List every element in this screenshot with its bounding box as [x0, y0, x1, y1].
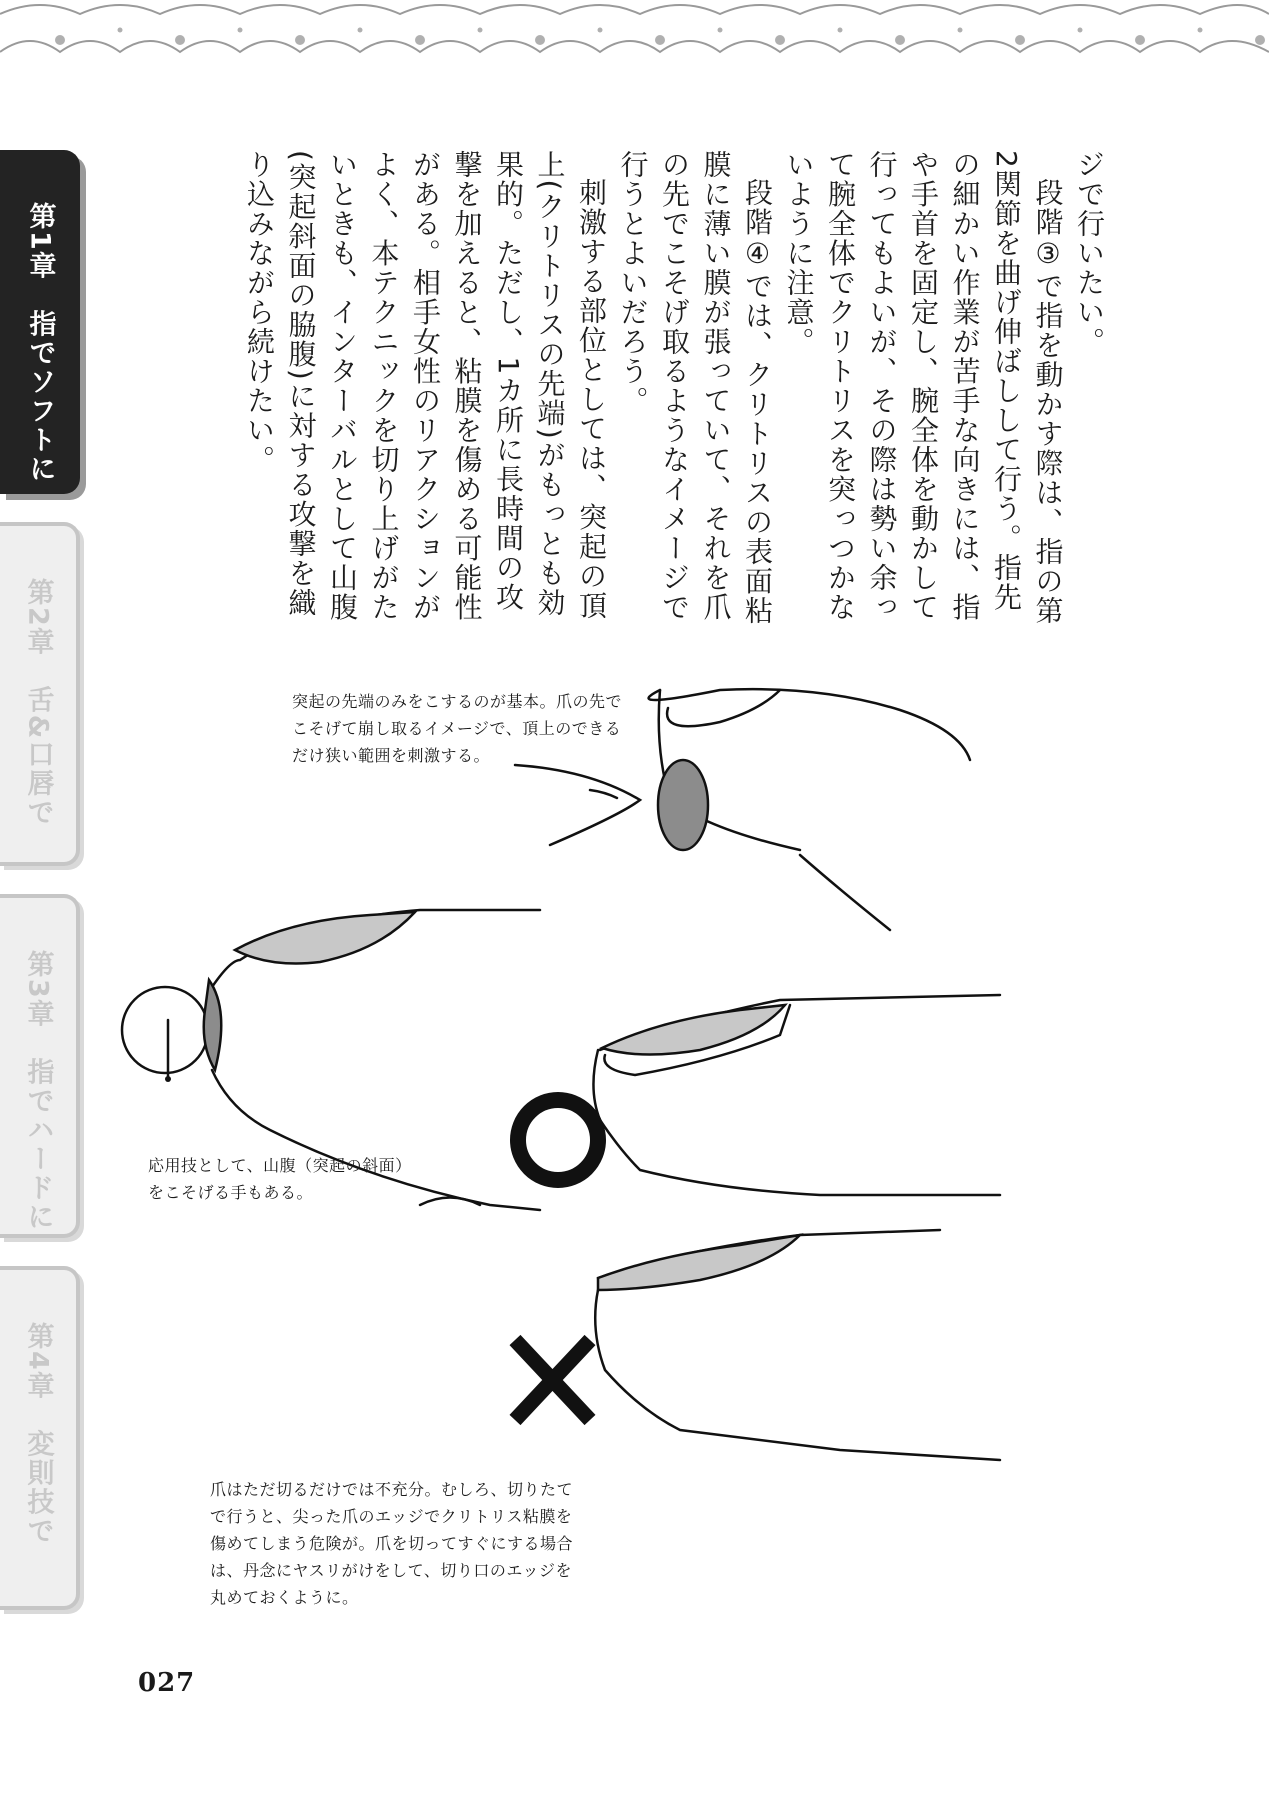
circle-ok-icon	[518, 1100, 598, 1180]
chapter-tab-label: 第1章 指でソフトに	[24, 202, 56, 484]
caption-top: 突起の先端のみをこするのが基本。爪の先でこそげて崩し取るイメージで、頂上のできるだけ狭い範囲を刺激する。	[292, 692, 623, 765]
body-paragraph: ジで行いたい。	[1073, 150, 1106, 357]
body-paragraph: 段階④では、クリトリスの表面粘膜に薄い膜が張っていて、それを爪の先でこそげ取るようなイメージで行うとよいだろう。	[616, 150, 774, 626]
body-text	[243, 150, 1110, 640]
chapter-tab-label: 第4章 変則技で	[22, 1322, 54, 1546]
chapter-tab-2[interactable]	[0, 522, 80, 866]
caption-middle: 応用技として、山腹（突起の斜面）をこそげる手もある。	[148, 1156, 412, 1202]
dot-mark	[165, 1076, 171, 1082]
nail-shading	[235, 912, 415, 964]
lace-border-ornament	[0, 0, 1269, 90]
cross-ng-icon	[515, 1340, 590, 1420]
chapter-tab-label: 第2章 舌&口唇で	[22, 578, 54, 828]
caption-bottom: 爪はただ切るだけでは不充分。むしろ、切りたてで行うと、尖った爪のエッジでクリトリス粘膜を傷めてしまう危険が。爪を切ってすぐにする場合は、丹念にヤスリがけをして、切り口のエッジを丸めておくように。	[210, 1480, 574, 1607]
nail-shading	[598, 1235, 800, 1290]
chapter-tab-3[interactable]	[0, 894, 80, 1238]
chapter-tab-4[interactable]	[0, 1266, 80, 1610]
page-number: 027	[138, 1668, 196, 1698]
chapter-tab-label: 第3章 指でハードに	[22, 950, 54, 1232]
nail-shading	[602, 1005, 785, 1055]
contact-area	[658, 760, 708, 850]
figure-good-nail	[593, 995, 1000, 1195]
body-paragraph: 刺激する部位としては、突起の頂上(クリトリスの先端)がもっとも効果的。ただし、1カ所に長時間の攻撃を加えると、粘膜を傷める可能性がある。相手女性のリアクションがよく、本テクニックを切り上げがたいときも、インターバルとして山腹(突起斜面の脇腹)に対する攻撃を織り込みながら続けたい。	[243, 150, 608, 622]
contact-area	[204, 980, 222, 1070]
chapter-tab-1[interactable]	[0, 150, 80, 494]
body-paragraph: 段階③で指を動かす際は、指の第2関節を曲げ伸ばしして行う。指先の細かい作業が苦手な向きには、指や手首を固定し、腕全体を動かして行ってもよいが、その際は勢い余って腕全体でクリトリスを突っつかないように注意。	[782, 150, 1065, 626]
